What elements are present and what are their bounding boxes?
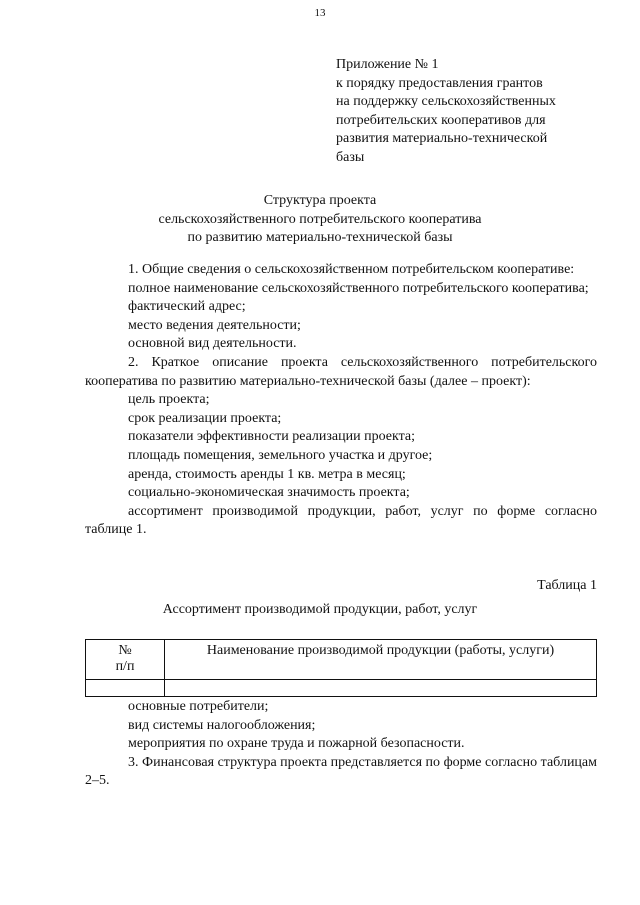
table-row: [86, 680, 597, 697]
column-header-number-line1: №: [118, 643, 132, 658]
title-line: Структура проекта: [263, 193, 377, 208]
appendix-line: на поддержку сельскохозяйственных: [336, 94, 556, 110]
page-number: 13: [314, 7, 326, 19]
table-cell: [165, 680, 597, 697]
appendix-line: Приложение № 1: [336, 57, 439, 72]
column-header-number: [86, 640, 165, 680]
appendix-line: потребительских кооперативов для: [336, 112, 546, 128]
column-header-name: Наименование производимой продукции (работы, услуги): [165, 640, 597, 680]
title-line: сельскохозяйственного потребительского кооператива: [158, 211, 482, 227]
document-body-continued: [85, 698, 597, 791]
list-item: фактический адрес;: [128, 299, 246, 315]
section-1-heading: 1. Общие сведения о сельскохозяйственном потребительском кооперативе:: [128, 262, 575, 277]
appendix-line: базы: [336, 149, 365, 165]
document-title: [0, 192, 640, 248]
list-item: показатели эффективности реализации проекта;: [128, 429, 415, 445]
document-body: [85, 261, 597, 540]
appendix-header: [336, 56, 626, 168]
list-item: срок реализации проекта;: [128, 410, 282, 426]
column-header-number-line2: п/п: [115, 659, 135, 674]
list-item: аренда, стоимость аренды 1 кв. метра в месяц;: [128, 466, 406, 482]
appendix-line: развития материально-технической: [336, 131, 548, 147]
list-item: цель проекта;: [128, 392, 210, 408]
list-item: социально-экономическая значимость проекта;: [128, 485, 410, 501]
list-item: ассортимент производимой продукции, работ, услуг по форме согласно таблице 1.: [85, 503, 597, 538]
assortment-table: [85, 639, 597, 697]
list-item: площадь помещения, земельного участка и другое;: [128, 447, 433, 463]
table-label: Таблица 1: [537, 578, 597, 593]
table-cell: [86, 680, 165, 697]
list-item: полное наименование сельскохозяйственного потребительского кооператива;: [128, 280, 589, 296]
table-header-row: [86, 640, 597, 680]
list-item: основной вид деятельности.: [128, 336, 297, 352]
section-3-paragraph: 3. Финансовая структура проекта представляется по форме согласно таблицам 2–5.: [85, 754, 597, 789]
section-2-heading: 2. Краткое описание проекта сельскохозяйственного потребительского кооператива по развитию материально-технической базы (далее – проект):: [85, 354, 597, 389]
table-title: Ассортимент производимой продукции, работ, услуг: [162, 602, 478, 617]
list-item: мероприятия по охране труда и пожарной безопасности.: [128, 736, 465, 752]
title-line: по развитию материально-технической базы: [187, 230, 453, 246]
list-item: место ведения деятельности;: [128, 317, 301, 333]
list-item: основные потребители;: [128, 699, 269, 714]
list-item: вид системы налогообложения;: [128, 717, 316, 733]
appendix-line: к порядку предоставления грантов: [336, 75, 543, 91]
